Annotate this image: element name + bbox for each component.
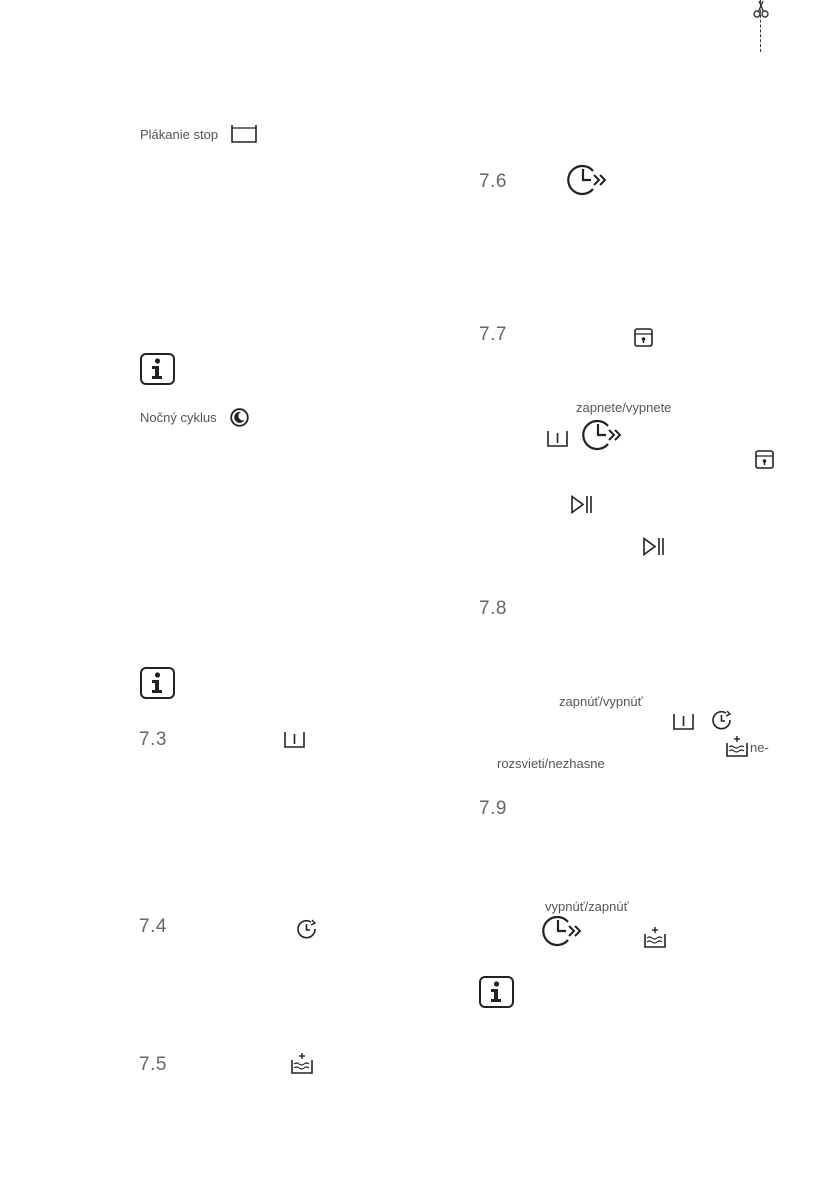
rinse-stop-label: Plákanie stop (140, 127, 219, 142)
no-spin-icon (547, 430, 568, 447)
info-icon (140, 667, 175, 699)
info-icon (140, 353, 175, 385)
extra-rinse-icon (291, 1052, 313, 1074)
extra-rinse-icon (726, 735, 748, 757)
child-lock-icon (755, 450, 774, 469)
start-pause-icon (570, 495, 594, 514)
rinse-stop-icon (231, 124, 257, 143)
child-lock-icon (634, 328, 653, 347)
section-number-7-5: 7.5 (139, 1054, 167, 1075)
night-cycle-label: Nočný cyklus (140, 410, 217, 425)
scissors-icon (752, 0, 770, 18)
delay-start-icon (582, 418, 622, 452)
section-number-7-3: 7.3 (139, 729, 167, 750)
section-number-7-6: 7.6 (479, 171, 507, 192)
extra-rinse-icon (644, 926, 666, 948)
not-lit-label: rozsvieti/nezhasne (497, 756, 605, 771)
on-off-label: zapnete/vypnete (576, 400, 672, 415)
no-spin-icon (284, 731, 305, 748)
no-spin-icon (673, 713, 694, 730)
delay-start-icon (567, 163, 607, 197)
section-number-7-8: 7.8 (479, 598, 507, 619)
delay-start-icon (542, 914, 582, 948)
section-number-7-9: 7.9 (479, 798, 507, 819)
time-save-icon (296, 919, 319, 940)
off-on-label: vypnúť/zapnúť (545, 899, 629, 914)
start-pause-icon (642, 537, 666, 556)
not-lit-prefix-label: ne- (750, 740, 769, 755)
info-icon (479, 976, 514, 1008)
section-number-7-4: 7.4 (139, 916, 167, 937)
night-cycle-icon (230, 408, 249, 427)
time-save-icon (711, 710, 734, 731)
on-off-label: zapnúť/vypnúť (559, 694, 643, 709)
section-number-7-7: 7.7 (479, 324, 507, 345)
